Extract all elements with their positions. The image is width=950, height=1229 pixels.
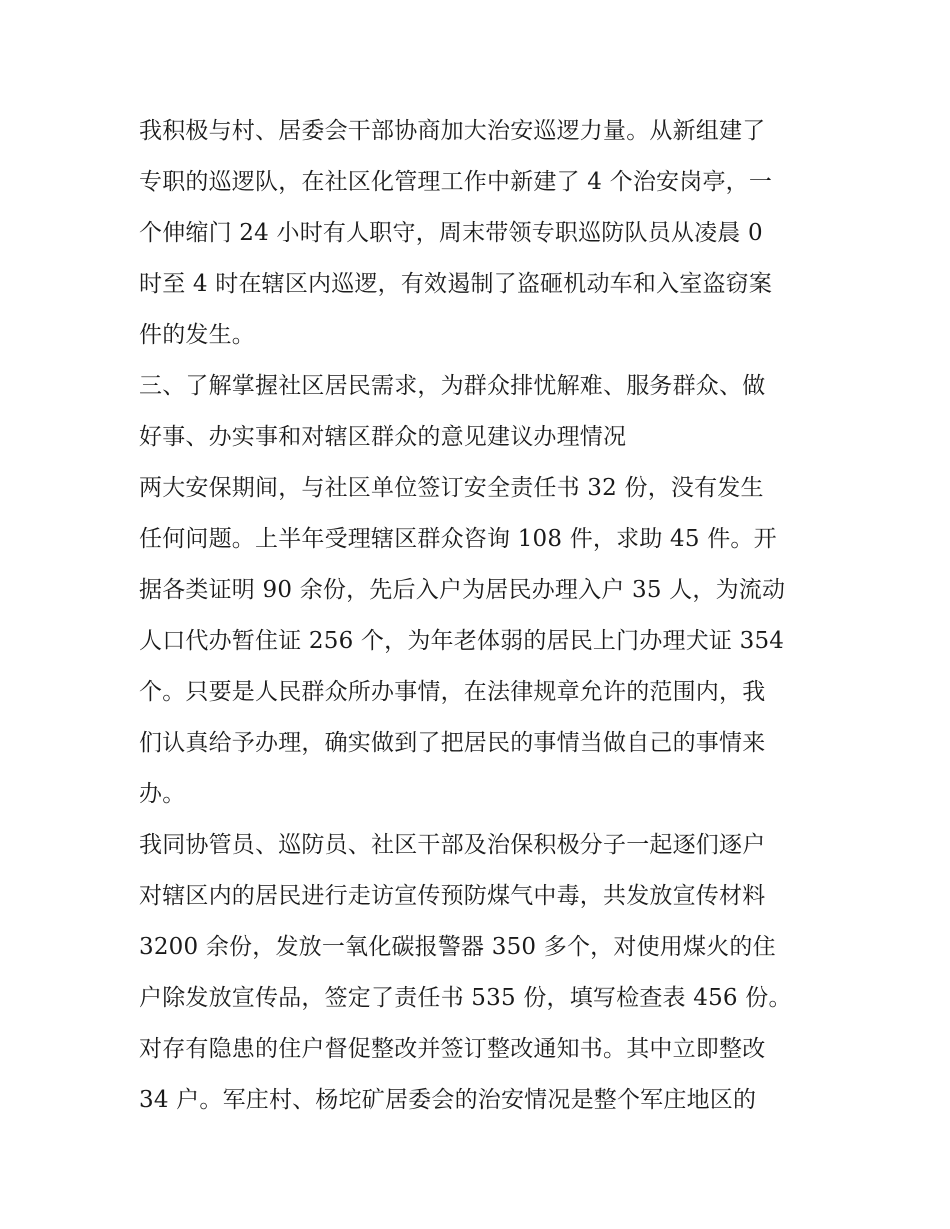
text-line: 34 户。军庄村、杨坨矿居委会的治安情况是整个军庄地区的: [139, 1087, 757, 1113]
text-line: 专职的巡逻队，在社区化管理工作中新建了 4 个治安岗亭，一: [139, 169, 773, 195]
text-line: 对存有隐患的住户督促整改并签订整改通知书。其中立即整改: [139, 1036, 766, 1062]
text-line: 人口代办暂住证 256 个，为年老体弱的居民上门办理犬证 354: [139, 628, 785, 654]
section-heading-line: 好事、办实事和对辖区群众的意见建议办理情况: [139, 424, 627, 450]
text-line: 办。: [139, 781, 186, 807]
document-body: [139, 106, 819, 1126]
text-line: 件的发生。: [139, 322, 255, 348]
text-line: 3200 余份，发放一氧化碳报警器 350 多个，对使用煤火的住: [139, 934, 776, 960]
text-line: 对辖区内的居民进行走访宣传预防煤气中毒，共发放宣传材料: [139, 883, 766, 909]
text-line: 时至 4 时在辖区内巡逻，有效遏制了盗砸机动车和入室盗窃案: [139, 271, 773, 297]
text-line: 个。只要是人民群众所办事情，在法律规章允许的范围内，我: [139, 679, 766, 705]
text-line: 两大安保期间，与社区单位签订安全责任书 32 份，没有发生: [139, 475, 764, 501]
text-line: 我积极与村、居委会干部协商加大治安巡逻力量。从新组建了: [139, 118, 766, 144]
text-line: 们认真给予办理，确实做到了把居民的事情当做自己的事情来: [139, 730, 766, 756]
text-line: 户除发放宣传品，签定了责任书 535 份，填写检查表 456 份。: [139, 985, 792, 1011]
text-line: 我同协管员、巡防员、社区干部及治保积极分子一起逐们逐户: [139, 832, 766, 858]
section-heading-line: 三、了解掌握社区居民需求，为群众排忧解难、服务群众、做: [139, 373, 766, 399]
text-line: 任何问题。上半年受理辖区群众咨询 108 件，求助 45 件。开: [139, 526, 777, 552]
text-line: 据各类证明 90 余份，先后入户为居民办理入户 35 人，为流动: [139, 577, 786, 603]
text-line: 个伸缩门 24 小时有人职守，周末带领专职巡防队员从凌晨 0: [139, 220, 763, 246]
